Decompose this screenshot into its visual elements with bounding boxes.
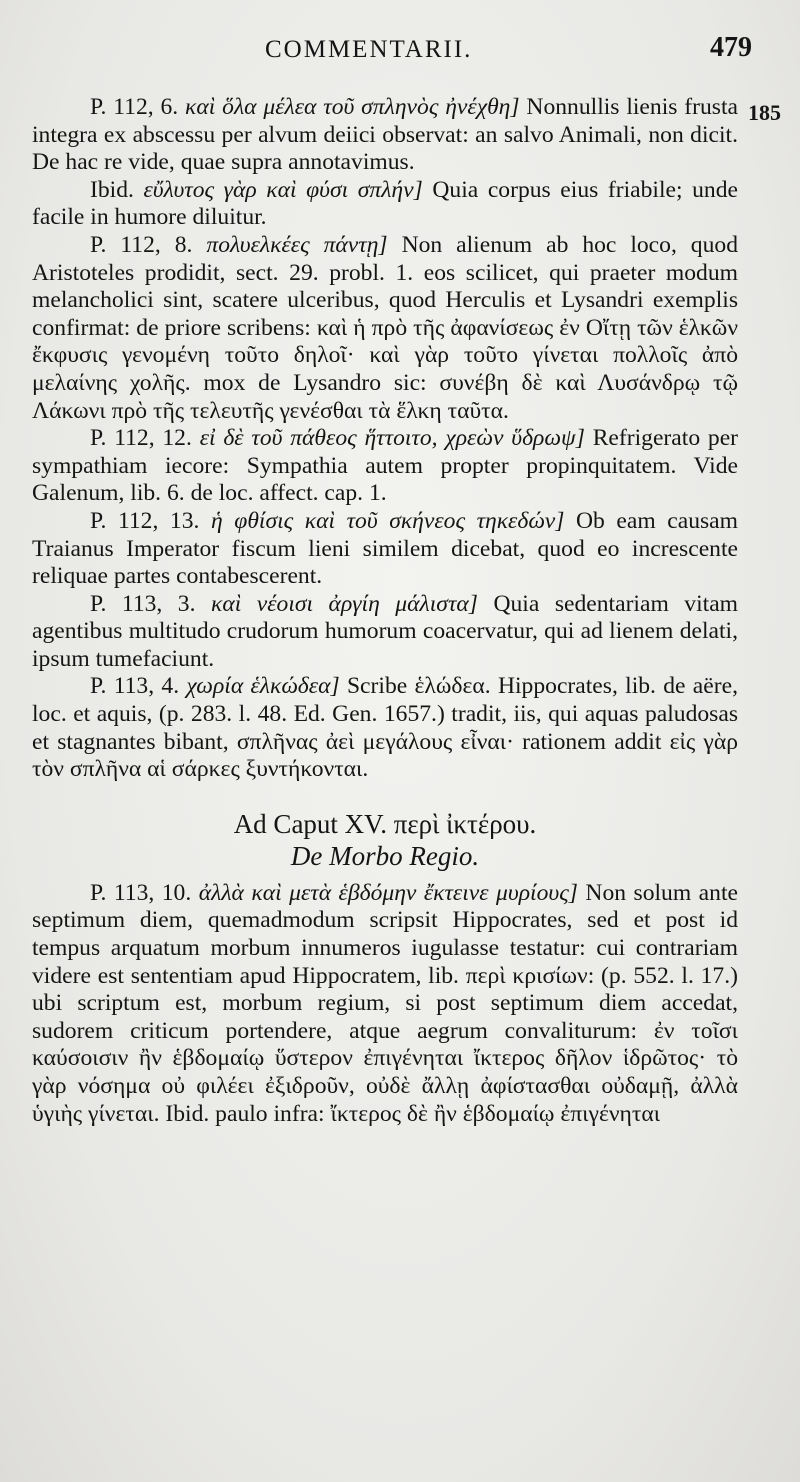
paragraph-reference: P. 112, 12. [90,425,192,452]
running-title: COMMENTARII. [265,36,473,63]
paragraph-text: Ob eam causam Traianus Imperator fiscum lieni similem dicebat, quod eo increscente reliquae partes contabescerent. [32,507,739,590]
paragraph-text: Scribe ἑλώδεα. Hippocrates, lib. de aëre, loc. et aquis, (p. 283. l. 48. Ed. Gen. 1657.) tradit, iis, qui aquas paludosas et stagnantes bibant, σπλῆνας ἀεὶ μεγάλους εἶναι· rationem addit εἰς γὰρ τὸν σπλῆνα αἱ σάρκες ξυντήκονται. [32,673,738,783]
page-header [0,32,800,76]
paragraph-text: Quia corpus eius friabile; unde facile in humore diluitur. [32,176,739,231]
greek-lemma: ἀλλὰ καὶ μετὰ ἑβδόμην ἔκτεινε μυρίους] [198,879,578,906]
chapter-heading [32,808,738,872]
paragraph-reference: P. 112, 8. [90,231,193,258]
paragraph-reference: P. 113, 3. [90,590,196,617]
commentary-body [32,94,738,1128]
greek-lemma: χωρία ἑλκώδεα] [186,673,340,700]
greek-lemma: καὶ νέοισι ἀργίη μάλιστα] [211,590,478,617]
chapter-heading-subtitle: De Morbo Regio. [290,840,480,871]
commentary-paragraph [32,673,738,783]
greek-lemma: πολυελκέες πάντῃ] [206,231,388,258]
commentary-paragraph [32,94,738,177]
commentary-paragraph [32,232,738,425]
page-number: 479 [710,32,752,63]
paragraph-text: Refrigerato per sympathiam iecore: Sympathia autem propter propinquitatem. Vide Galenum, lib. 6. de loc. affect. cap. 1. [32,425,739,507]
commentary-paragraph [32,508,738,591]
paragraph-text: Non solum ante septimum diem, quemadmodum scripsit Hippocrates, sed et post id tempus arquatum morbum innumeros iugulasse testatur: cui contrariam videre est sententiam apud Hippocratem, lib. περὶ κρισίων: (p. 552. l. 17.) ubi scriptum est, morbum regium, si post septimum diem accedat, sudorem criticum portendere, atque aegrum convaliturum: ἐν τοῖσι καύσοισιν ἢν ἑβδομαίῳ ὕστερον ἐπιγένηται ἴκτερος δῆλον ἱδρῶτος· τὸ γὰρ νόσημα οὐ φιλέει ἐξιδροῦν, οὐδὲ ἄλλῃ ἀφίστασθαι οὐδαμῇ, ἀλλὰ ὑγιὴς γίνεται. Ibid. paulo infra: ἴκτερος δὲ ἢν ἑβδομαίῳ ἐπιγένηται [32,879,738,1127]
greek-lemma: ἡ φθίσις καὶ τοῦ σκήνεος τηκεδών] [211,507,565,534]
commentary-paragraph [32,880,738,1128]
paragraph-text: Nonnullis lienis frusta integra ex abscessu per alvum deiici observat: an salvo Animali, non dicit. De hac re vide, quae supra annotavimus. [32,94,738,176]
paragraph-text: Quia sedentariam vitam agentibus multitudo crudorum humorum coacervatur, qui ad lienem delati, ipsum tumefaciunt. [32,590,739,672]
greek-lemma: καὶ ὅλα μέλεα τοῦ σπληνὸς ἠνέχθη] [185,94,520,120]
paragraph-reference: Ibid. [90,176,134,203]
margin-line-number: 185 [748,100,781,125]
commentary-paragraph [32,177,738,232]
chapter-heading-title: Ad Caput XV. περὶ ἰκτέρου. [233,808,537,839]
greek-lemma: εἰ δὲ τοῦ πάθεος ἥττοιτο, χρεὼν ὕδρωψ] [199,425,585,452]
paragraph-text: Non alienum ab hoc loco, quod Aristoteles prodidit, sect. 29. probl. 1. eos scilicet, qui praeter modum melancholici sint, scatere ulceribus, quod Herculis et Lysandri exemplis confirmat: de priore scribens: καὶ ἡ πρὸ τῆς ἀφανίσεως ἐν Οἴτῃ τῶν ἑλκῶν ἔκφυσις γενομένη τοῦτο δηλοῖ· καὶ γὰρ τοῦτο γίνεται πολλοῖς ἀπὸ μελαίνης χολῆς. mox de Lysandro sic: συνέβη δὲ καὶ Λυσάνδρῳ τῷ Λάκωνι πρὸ τῆς τελευτῆς γενέσθαι τὰ ἕλκη ταῦτα. [32,231,738,424]
paragraph-reference: P. 112, 13. [90,507,200,534]
paragraph-reference: P. 113, 10. [90,879,192,906]
commentary-paragraph [32,425,738,508]
greek-lemma: εὔλυτος γὰρ καὶ φύσι σπλήν] [143,176,423,203]
paragraph-reference: P. 112, 6. [90,94,179,120]
paragraph-reference: P. 113, 4. [90,673,180,700]
commentary-paragraph [32,591,738,674]
